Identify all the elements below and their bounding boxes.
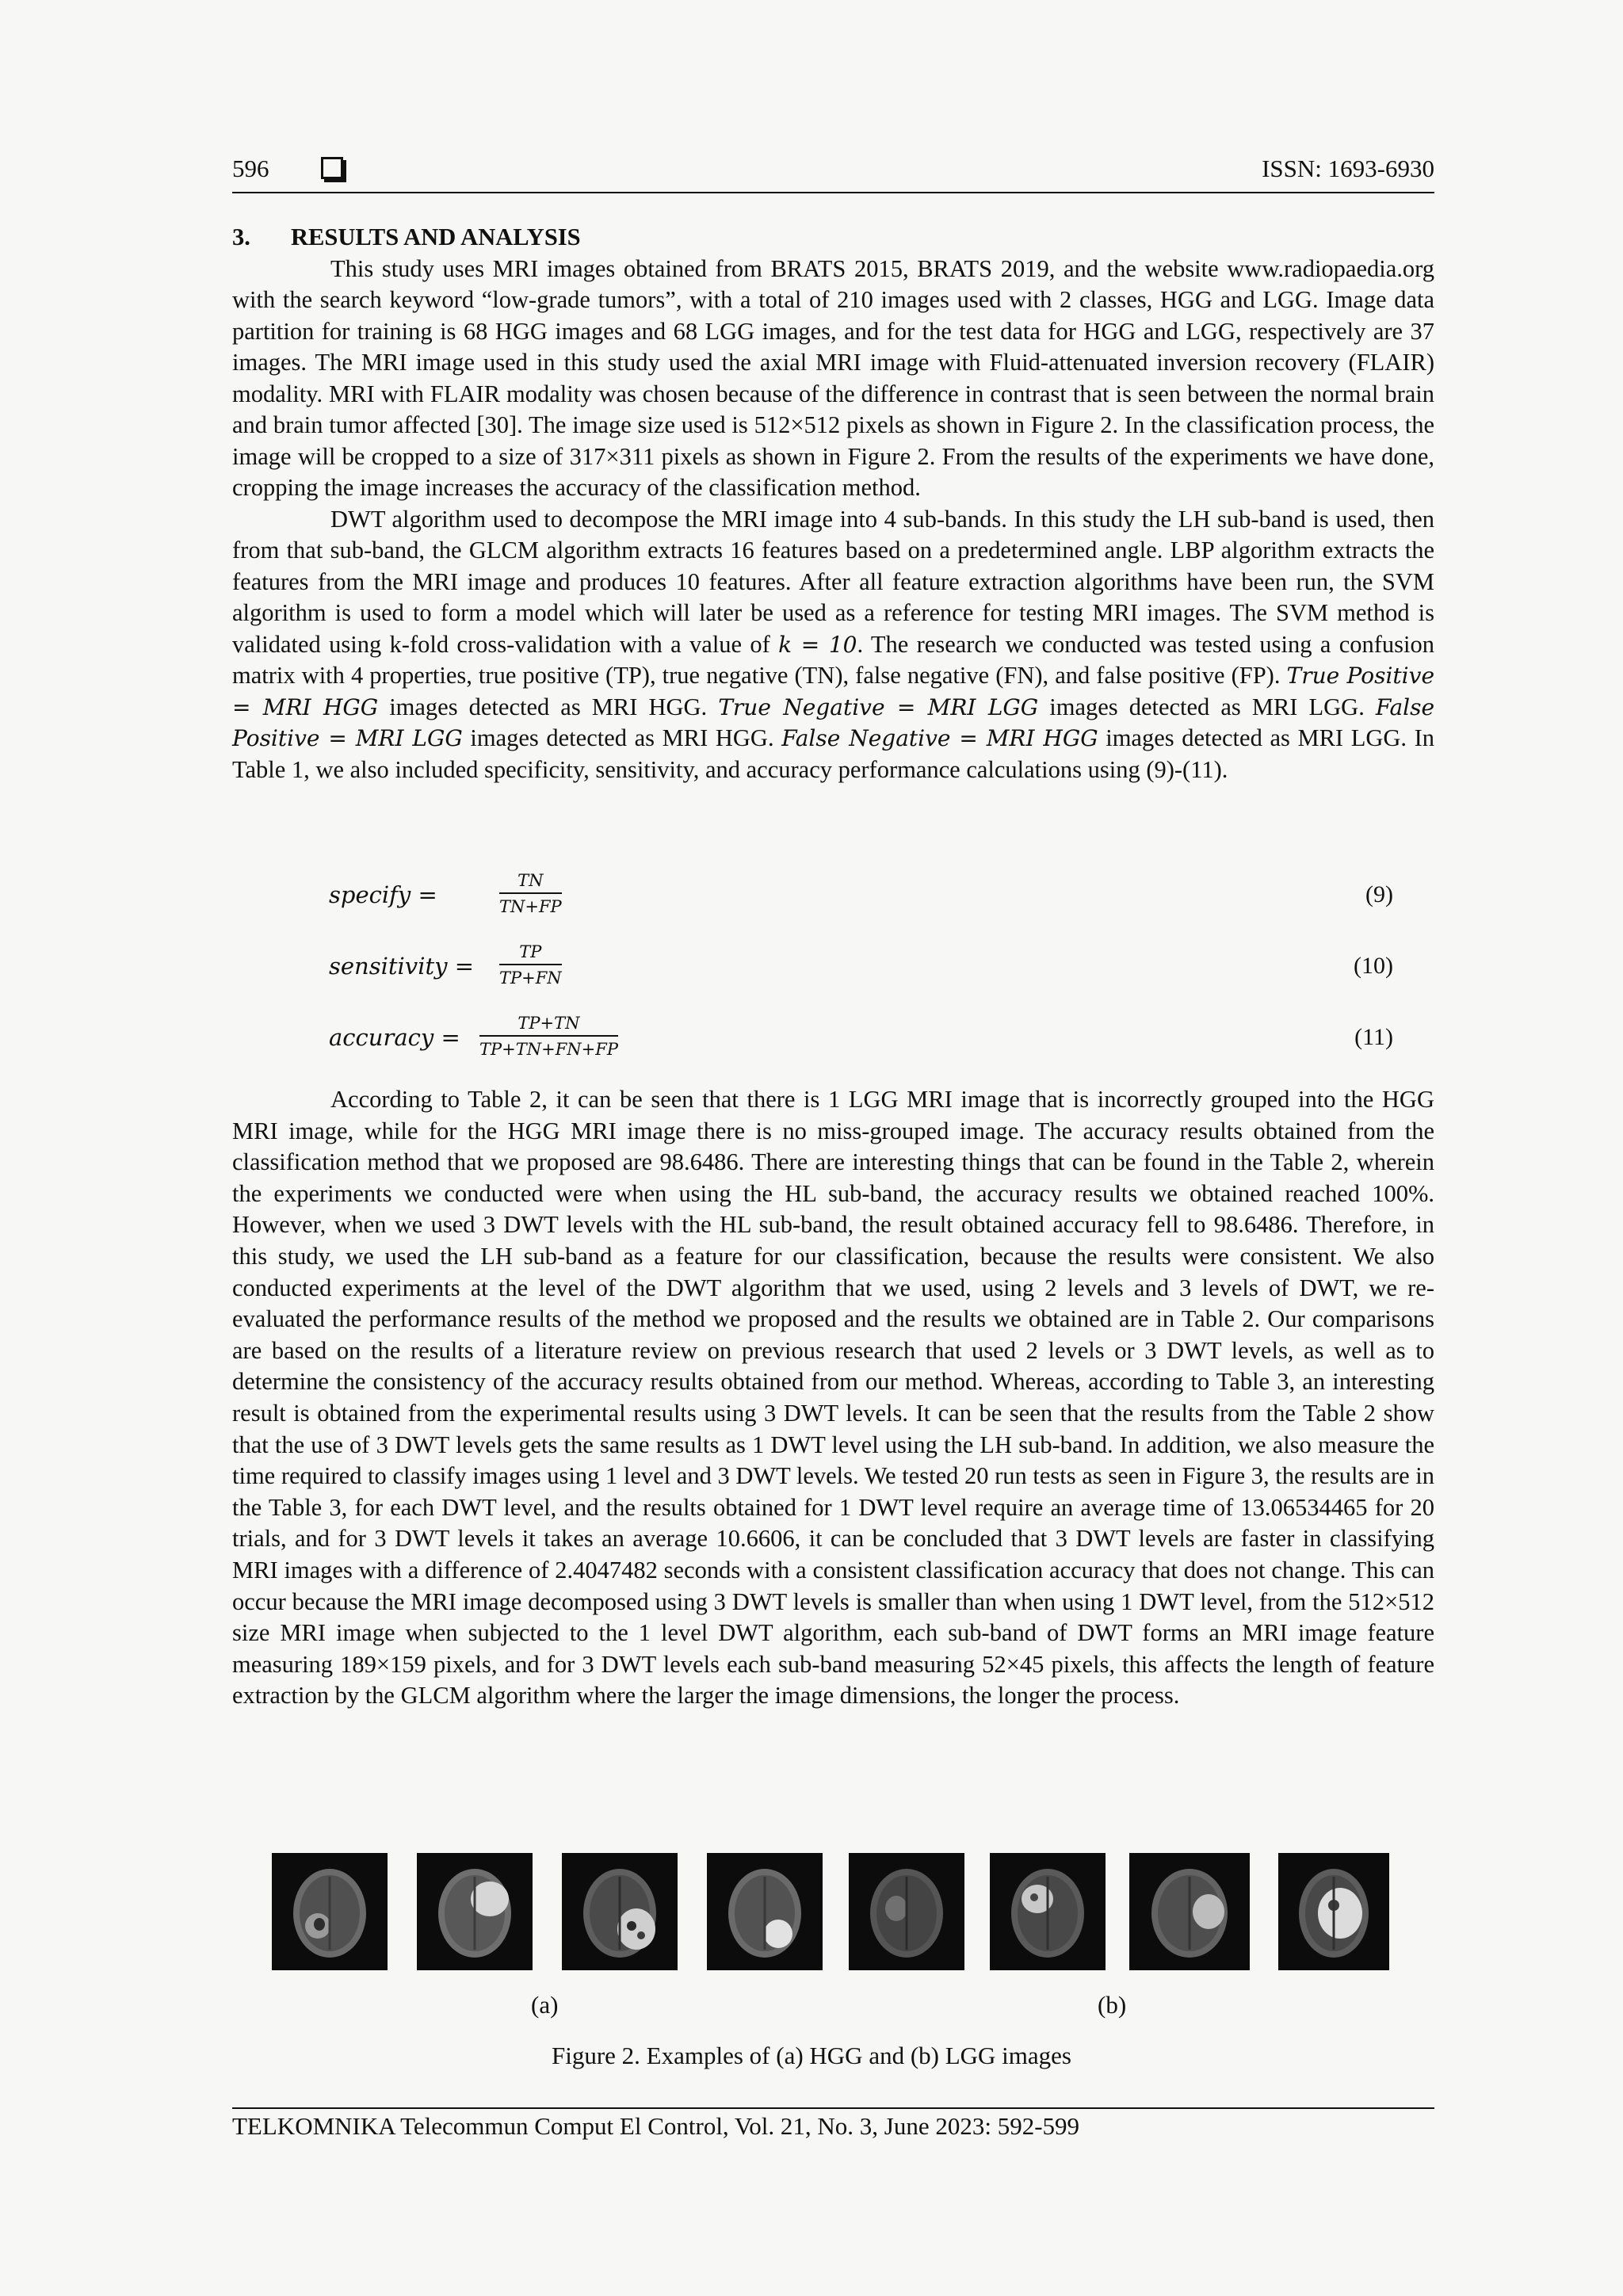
paragraph-1b: DWT algorithm used to decompose the MRI image into 4 sub-bands. In this study the LH sub-band is used, then from that sub-band, the GLCM algorithm extracts 16 features based on a predetermined angle. LBP algorithm extracts the features from the MRI image and produces 10 features. After all feature extraction algorithms have been run, the SVM algorithm is used to form a model which will later be used as a reference for testing MRI images. The SVM method is validated using k-fold cross-validation with a value of k = 10. The research we conducted was tested using a confusion matrix with 4 properties, true positive (TP), true negative (TN), false negative (FN), and false positive (FP). True Positive = MRI HGG images detected as MRI HGG. True Negative = MRI LGG images detected as MRI LGG. False Positive = MRI LGG images detected as MRI HGG. False Negative = MRI HGG images detected as MRI LGG. In Table 1, we also included specificity, sensitivity, and accuracy performance calculations using (9)-(11). [232, 505, 1435, 783]
equation-number: (11) [1354, 1024, 1393, 1050]
subfigure-label-b: (b) [1098, 1991, 1127, 2019]
mri-image-lgg-4 [1278, 1853, 1389, 1970]
figure-caption: Figure 2. Examples of (a) HGG and (b) LGG images [552, 2042, 1071, 2069]
equation-lhs: accuracy = [329, 1024, 460, 1051]
equation-lhs: specify = [329, 881, 437, 908]
equation-fraction: $\frac{TN}{TN+FP}$ [499, 871, 562, 916]
equation-fraction: $\frac{TP+TN}{TP+TN+FN+FP}$ [479, 1014, 618, 1059]
equation-lhs: sensitivity = [329, 953, 475, 980]
section-number: 3. [232, 223, 250, 250]
section-heading [232, 222, 1434, 254]
figure-2 [272, 1853, 1389, 1970]
mri-image-lgg-2 [990, 1853, 1106, 1970]
paragraph-1: This study uses MRI images obtained from BRATS 2015, BRATS 2019, and the website www.radiopaedia.org with the search keyword “low-grade tumors”, with a total of 210 images used with 2 classes, HGG and LGG. Image data partition for training is 68 HGG images and 68 LGG images, and for the test data for HGG and LGG, respectively are 37 images. The MRI image used in this study used the axial MRI image with Fluid-attenuated inversion recovery (FLAIR) modality. MRI with FLAIR modality was chosen because of the difference in contrast that is seen between the normal brain and brain tumor affected [30]. The image size used is 512×512 pixels as shown in Figure 2. In the classification process, the image will be cropped to a size of 317×311 pixels as shown in Figure 2. From the results of the experiments we have done, cropping the image increases the accuracy of the classification method. [232, 254, 1434, 501]
section-title: RESULTS AND ANALYSIS [291, 223, 581, 250]
issn-label: ISSN: 1693-6930 [1262, 155, 1434, 182]
fp-definition: False Positive = MRI LGG [232, 693, 1435, 751]
tn-definition: True Negative = MRI LGG [718, 693, 1039, 720]
page-number: 596 [232, 155, 269, 182]
page-footer: TELKOMNIKA Telecommun Comput El Control, Vol. 21, No. 3, June 2023: 592-599 [232, 2112, 1080, 2140]
equation-fraction: $\frac{TP}{TP+FN}$ [499, 942, 562, 988]
equation-10 [329, 942, 1393, 997]
mri-image-hgg-4 [707, 1853, 823, 1970]
fn-definition: False Negative = MRI HGG [781, 725, 1098, 751]
mri-image-lgg-1 [849, 1853, 964, 1970]
mri-image-lgg-3 [1129, 1853, 1250, 1970]
footer-rule [232, 2107, 1434, 2109]
body-text-top [232, 222, 1434, 785]
body-text-bottom [232, 1084, 1434, 1712]
checkbox-square-icon [321, 157, 343, 179]
paragraph-2: According to Table 2, it can be seen that there is 1 LGG MRI image that is incorrectly grouped into the HGG MRI image, while for the HGG MRI image there is no miss-grouped image. The accuracy results obtained from the classification method that we proposed are 98.6486. There are interesting things that can be found in the Table 2, wherein the experiments we conducted were when using the HL sub-band, the accuracy results we obtained reached 100%. However, when we used 3 DWT levels with the HL sub-band, the result obtained accuracy fell to 98.6486. Therefore, in this study, we used the LH sub-band as a feature for our classification, because the results were consistent. We also conducted experiments at the level of the DWT algorithm that we used, using 2 levels and 3 levels of DWT, we re-evaluated the performance results of the method we proposed and the results we obtained are in Table 2. Our comparisons are based on the results of a literature review on previous research that used 2 levels or 3 DWT levels, as well as to determine the consistency of the accuracy results obtained from our method. Whereas, according to Table 3, an interesting result is obtained from the experimental results using 3 DWT levels. It can be seen that the results from the Table 2 show that the use of 3 DWT levels gets the same results as 1 DWT level using the LH sub-band. In addition, we also measure the time required to classify images using 1 level and 3 DWT levels. We tested 20 run tests as seen in Figure 3, the results are in the Table 3, for each DWT level, and the results obtained for 1 DWT level require an average time of 13.06534465 for 20 trials, and for 3 DWT levels it takes an average 10.6606, it can be concluded that 3 DWT levels are faster in classifying MRI images with a difference of 2.4047482 seconds with a consistent classification accuracy that does not change. This can occur because the MRI image decomposed using 3 DWT levels is smaller than when using 1 DWT level, from the 512×512 size MRI image when subjected to the 1 level DWT algorithm, each sub-band of DWT forms an MRI image feature measuring 189×159 pixels, and for 3 DWT levels each sub-band measuring 52×45 pixels, this affects the length of feature extraction by the GLCM algorithm where the larger the image dimensions, the longer the process. [232, 1086, 1434, 1710]
k-equation: k = 10 [778, 631, 857, 658]
equation-11 [329, 1013, 1393, 1068]
mri-image-hgg-1 [272, 1853, 388, 1970]
tp-definition: True Positive = MRI HGG [232, 663, 1435, 720]
equation-9 [329, 870, 1393, 926]
mri-image-hgg-3 [562, 1853, 678, 1970]
equation-number: (9) [1365, 881, 1393, 907]
mri-image-hgg-2 [417, 1853, 533, 1970]
header-rule [232, 192, 1434, 193]
page-header [232, 155, 1434, 194]
subfigure-label-a: (a) [531, 1991, 559, 2019]
equation-number: (10) [1354, 953, 1393, 979]
